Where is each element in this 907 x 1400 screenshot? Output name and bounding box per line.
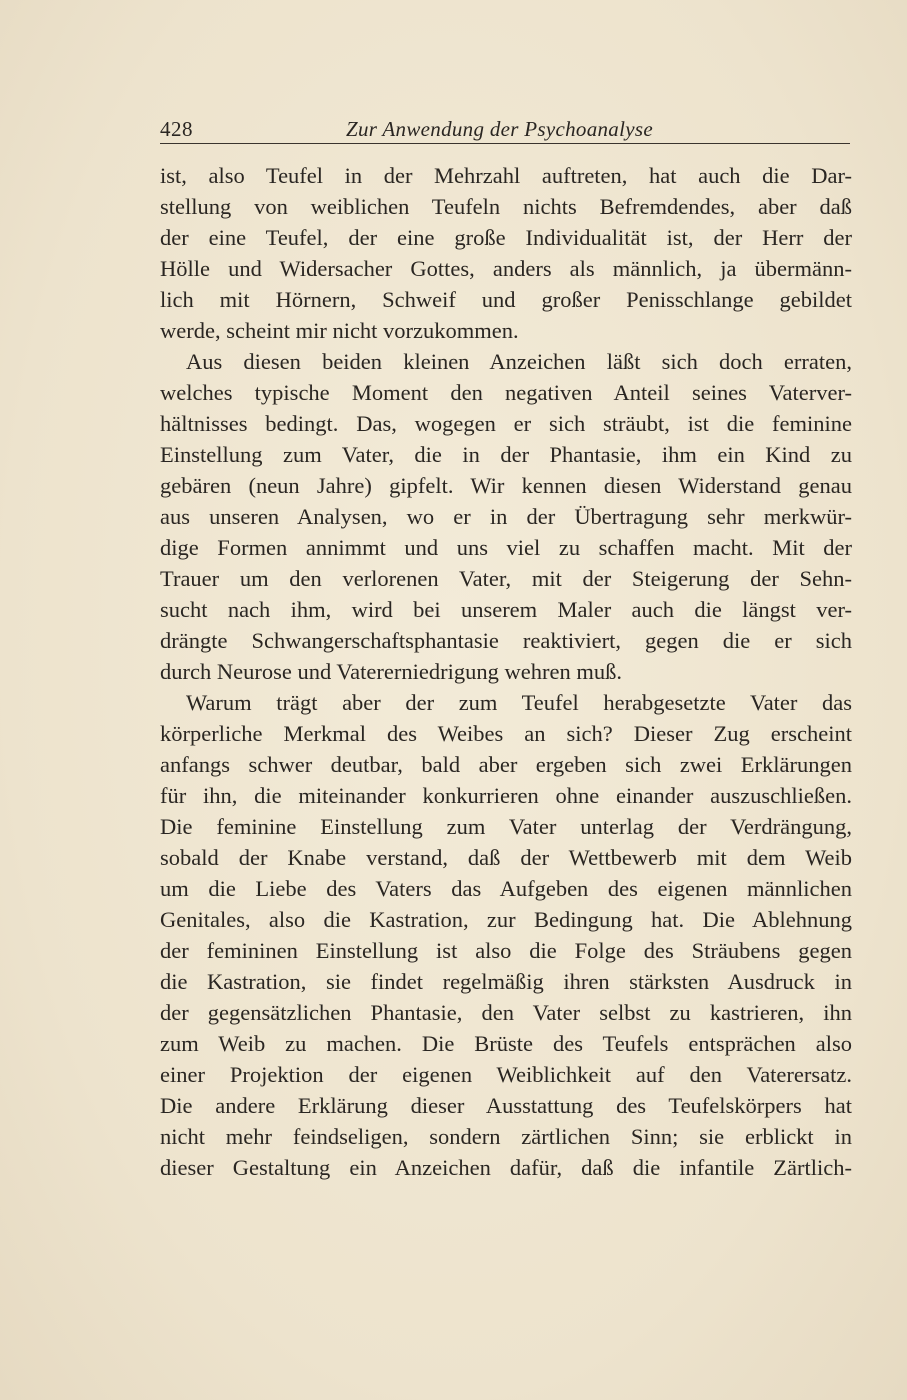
text-line: anfangs schwer deutbar, bald aber ergeben sich zwei Erklärungen: [160, 752, 852, 777]
text-line: Warum trägt aber der zum Teufel herabgesetzte Vater das: [186, 690, 852, 715]
text-line: Hölle und Widersacher Gottes, anders als männlich, ja übermänn-: [160, 256, 852, 281]
text-line: aus unseren Analysen, wo er in der Übertragung sehr merkwür-: [160, 504, 852, 529]
text-line: Die feminine Einstellung zum Vater unterlag der Verdrängung,: [160, 814, 852, 839]
text-line: um die Liebe des Vaters das Aufgeben des eigenen männlichen: [160, 876, 852, 901]
text-line: lich mit Hörnern, Schweif und großer Penisschlange gebildet: [160, 287, 852, 312]
text-line: körperliche Merkmal des Weibes an sich? Dieser Zug erscheint: [160, 721, 852, 746]
text-line: der femininen Einstellung ist also die Folge des Sträubens gegen: [160, 938, 852, 963]
text-line: Trauer um den verlorenen Vater, mit der Steigerung der Sehn-: [160, 566, 852, 591]
text-line: gebären (neun Jahre) gipfelt. Wir kennen diesen Widerstand genau: [160, 473, 852, 498]
text-line: durch Neurose und Vatererniedrigung wehren muß.: [160, 659, 622, 684]
text-line: ist, also Teufel in der Mehrzahl auftreten, hat auch die Dar-: [160, 163, 852, 188]
text-line: sobald der Knabe verstand, daß der Wettbewerb mit dem Weib: [160, 845, 852, 870]
text-line: nicht mehr feindseligen, sondern zärtlichen Sinn; sie erblickt in: [160, 1124, 852, 1149]
running-head: [160, 117, 850, 144]
text-line: die Kastration, sie findet regelmäßig ihren stärksten Ausdruck in: [160, 969, 852, 994]
text-line: dige Formen annimmt und uns viel zu schaffen macht. Mit der: [160, 535, 852, 560]
text-line: Genitales, also die Kastration, zur Bedingung hat. Die Ablehnung: [160, 907, 852, 932]
text-line: der eine Teufel, der eine große Individualität ist, der Herr der: [160, 225, 852, 250]
body-text: [160, 160, 852, 1183]
text-line: stellung von weiblichen Teufeln nichts Befremdendes, aber daß: [160, 194, 852, 219]
text-line: Die andere Erklärung dieser Ausstattung des Teufelskörpers hat: [160, 1093, 852, 1118]
page-number: 428: [160, 117, 193, 141]
text-line: für ihn, die miteinander konkurrieren ohne einander auszuschließen.: [160, 783, 852, 808]
text-line: drängte Schwangerschaftsphantasie reaktiviert, gegen die er sich: [160, 628, 852, 653]
text-line: zum Weib zu machen. Die Brüste des Teufels entsprächen also: [160, 1031, 852, 1056]
text-line: sucht nach ihm, wird bei unserem Maler auch die längst ver-: [160, 597, 852, 622]
text-line: werde, scheint mir nicht vorzukommen.: [160, 318, 519, 343]
text-line: welches typische Moment den negativen Anteil seines Vaterver-: [160, 380, 852, 405]
running-title: Zur Anwendung der Psychoanalyse: [346, 117, 653, 141]
text-line: Aus diesen beiden kleinen Anzeichen läßt sich doch erraten,: [186, 349, 852, 374]
text-line: dieser Gestaltung ein Anzeichen dafür, daß die infantile Zärtlich-: [160, 1155, 852, 1180]
text-line: einer Projektion der eigenen Weiblichkeit auf den Vaterersatz.: [160, 1062, 852, 1087]
text-line: der gegensätzlichen Phantasie, den Vater selbst zu kastrieren, ihn: [160, 1000, 852, 1025]
text-line: hältnisses bedingt. Das, wogegen er sich sträubt, ist die feminine: [160, 411, 852, 436]
text-line: Einstellung zum Vater, die in der Phantasie, ihm ein Kind zu: [160, 442, 852, 467]
